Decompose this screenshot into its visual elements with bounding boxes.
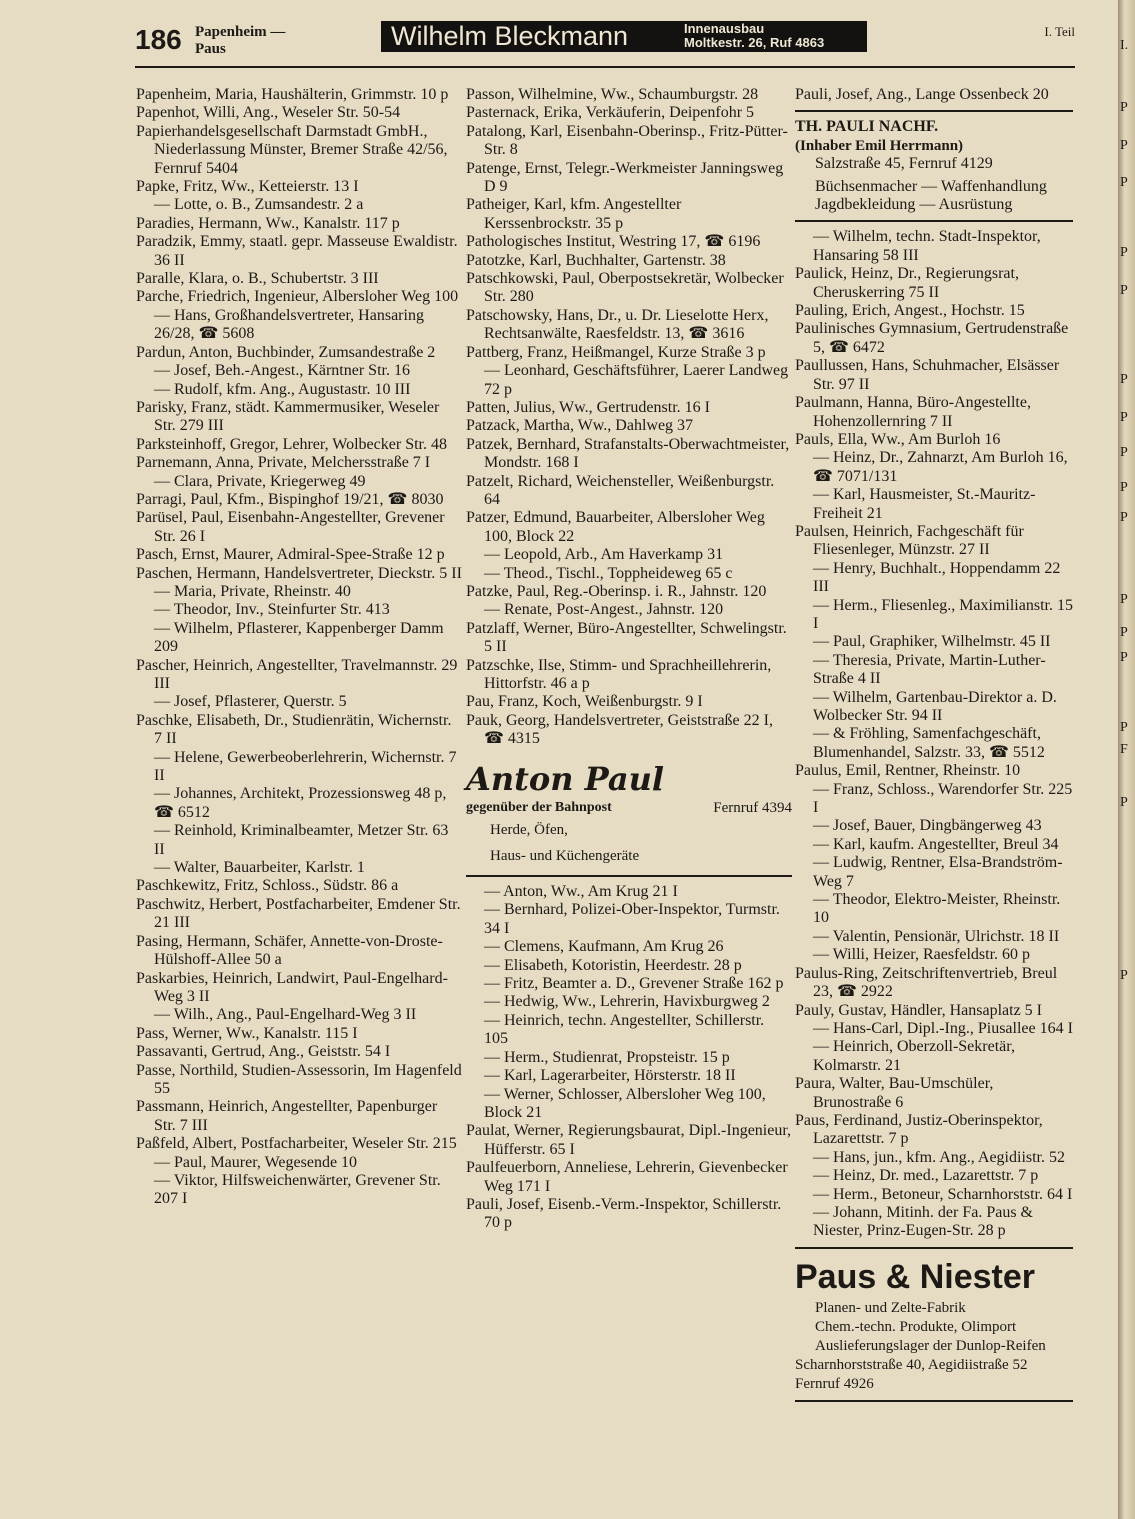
directory-entry: — Bernhard, Polizei-Ober-Inspektor, Turmstr. 34 I	[484, 901, 780, 937]
range-to: Paus	[195, 41, 226, 57]
volume-part: I. Teil	[1044, 24, 1075, 39]
edge-letter: F	[1120, 742, 1128, 757]
directory-entry: Patalong, Karl, Eisenbahn-Oberinsp., Fritz-Pütter-Str. 8	[466, 122, 788, 159]
directory-entry: — Theodor, Inv., Steinfurter Str. 413	[154, 601, 390, 619]
directory-entry: Papenhot, Willi, Ang., Weseler Str. 50-54	[136, 104, 401, 122]
directory-entry: — Reinhold, Kriminalbeamter, Metzer Str. 63 II	[154, 822, 449, 858]
header-rule	[135, 66, 1075, 68]
directory-entry: — Wilhelm, techn. Stadt-Inspektor, Hansaring 58 III	[813, 228, 1041, 264]
directory-entry: Paulfeuerborn, Anneliese, Lehrerin, Gievenbecker Weg 171 I	[466, 1159, 788, 1195]
directory-entry: Paulat, Werner, Regierungsbaurat, Dipl.-Ingenieur, Hüfferstr. 65 I	[466, 1122, 792, 1158]
directory-entry: — Heinz, Dr. med., Lazarettstr. 7 p	[813, 1167, 1039, 1185]
directory-entry: — Lotte, o. B., Zumsandestr. 2 a	[154, 196, 364, 214]
directory-entry: Pascher, Heinrich, Angestellter, Travelmannstr. 29 III	[136, 656, 458, 692]
directory-entry: — Clara, Private, Kriegerweg 49	[154, 472, 366, 490]
directory-entry: — Paul, Graphiker, Wilhelmstr. 45 II	[813, 633, 1051, 651]
th-pauli-services-1: Büchsenmacher — Waffenhandlung	[815, 177, 1047, 195]
directory-entry: — Hans-Carl, Dipl.-Ing., Piusallee 164 I	[813, 1019, 1073, 1037]
paus-niester-line1: Planen- und Zelte-Fabrik	[815, 1299, 966, 1316]
edge-letter: P	[1120, 480, 1128, 495]
directory-entry: — Anton, Ww., Am Krug 21 I	[484, 883, 678, 901]
directory-entry: Paulus-Ring, Zeitschriftenvertrieb, Breul 23, ☎ 2922	[795, 964, 1058, 1001]
directory-entry: Patschkowski, Paul, Oberpostsekretär, Wolbecker Str. 280	[466, 270, 784, 306]
edge-letter: P	[1120, 100, 1128, 115]
anton-paul-location-row	[466, 799, 792, 817]
directory-entry: — Heinrich, Oberzoll-Sekretär, Kolmarstr. 21	[813, 1038, 1015, 1074]
directory-entry: Passon, Wilhelmine, Ww., Schaumburgstr. 28	[466, 86, 759, 103]
directory-entry: — Herm., Betoneur, Scharnhorststr. 64 I	[813, 1185, 1073, 1203]
directory-entry: Paulmann, Hanna, Büro-Angestellte, Hohenzollernring 7 II	[795, 394, 1031, 430]
directory-entry: Paßfeld, Albert, Postfacharbeiter, Weseler Str. 215	[136, 1135, 457, 1153]
directory-entry: — Karl, kaufm. Angestellter, Breul 34	[813, 835, 1059, 853]
directory-entry: — Theod., Tischl., Toppheideweg 65 c	[484, 564, 733, 582]
directory-entry: — Hedwig, Ww., Lehrerin, Havixburgweg 2	[484, 993, 770, 1011]
directory-entry: Passavanti, Gertrud, Ang., Geiststr. 54 I	[136, 1043, 391, 1061]
directory-entry: Paulick, Heinz, Dr., Regierungsrat, Cheruskerring 75 II	[795, 265, 1019, 301]
edge-letter: P	[1120, 720, 1128, 735]
directory-entry: Patzelt, Richard, Weichensteller, Weißenburgstr. 64	[466, 472, 775, 508]
paus-niester-line3: Auslieferungslager der Dunlop-Reifen	[815, 1337, 1046, 1354]
directory-entry: — Maria, Private, Rheinstr. 40	[154, 582, 351, 600]
paus-niester-line2: Chem.-techn. Produkte, Olimport	[815, 1318, 1017, 1335]
directory-entry: Papierhandelsgesellschaft Darmstadt GmbH., Niederlassung Münster, Bremer Straße 42/56, Fernruf 5404	[136, 122, 448, 177]
directory-entry: Pathologisches Institut, Westring 17, ☎ 6196	[466, 233, 761, 251]
edge-letter: P	[1120, 795, 1128, 810]
directory-entry: Paskarbies, Heinrich, Landwirt, Paul-Engelhard-Weg 3 II	[136, 969, 448, 1005]
header-advertisement	[381, 21, 867, 52]
directory-entry: Patzack, Martha, Ww., Dahlweg 37	[466, 417, 694, 435]
paus-niester-address: Scharnhorststraße 40, Aegidiistraße 52	[795, 1356, 1028, 1373]
th-pauli-advertisement	[795, 118, 1073, 214]
anton-paul-name: Anton Paul	[466, 759, 664, 798]
column-3	[795, 86, 1073, 1408]
directory-entry: — Heinz, Dr., Zahnarzt, Am Burloh 16, ☎ 7071/131	[813, 449, 1068, 485]
column-2	[466, 86, 792, 1233]
directory-entry: Parisky, Franz, städt. Kammermusiker, Weseler Str. 279 III	[136, 398, 440, 435]
directory-entry: Pass, Werner, Ww., Kanalstr. 115 I	[136, 1024, 358, 1042]
directory-entry: — Josef, Pflasterer, Querstr. 5	[154, 693, 347, 711]
directory-entry: — Henry, Buchhalt., Hoppendamm 22 III	[813, 559, 1061, 596]
directory-entry: Patzek, Bernhard, Strafanstalts-Oberwachtmeister, Mondstr. 168 I	[466, 435, 790, 472]
directory-entry: — Theodor, Elektro-Meister, Rheinstr. 10	[813, 891, 1061, 927]
anton-paul-products-1: Herde, Öfen,	[490, 822, 568, 839]
edge-letter: P	[1120, 625, 1128, 640]
directory-entry: Pasing, Hermann, Schäfer, Annette-von-Droste-Hülshoff-Allee 50 a	[136, 932, 443, 969]
directory-entry: — Viktor, Hilfsweichenwärter, Grevener Str. 207 I	[154, 1171, 441, 1208]
directory-entry: Paschwitz, Herbert, Postfacharbeiter, Emdener Str. 21 III	[136, 895, 461, 932]
directory-entry: — Herm., Studienrat, Propsteistr. 15 p	[484, 1048, 730, 1066]
advertiser-line2: Moltkestr. 26, Ruf 4863	[684, 35, 825, 50]
directory-entry: Pauls, Ella, Ww., Am Burloh 16	[795, 430, 1001, 448]
directory-entry: Patenge, Ernst, Telegr.-Werkmeister Janningsweg D 9	[466, 159, 784, 196]
directory-entry: Patotzke, Karl, Buchhalter, Gartenstr. 38	[466, 251, 726, 269]
ad-divider	[795, 220, 1073, 222]
directory-entry: Paradies, Hermann, Ww., Kanalstr. 117 p	[136, 214, 400, 232]
paus-niester-name: Paus & Niester	[795, 1257, 1035, 1296]
directory-entry: Paullussen, Hans, Schuhmacher, Elsässer Str. 97 II	[795, 357, 1060, 393]
adjacent-page-edge	[1118, 0, 1135, 1519]
directory-entry: — Hans, jun., kfm. Ang., Aegidiistr. 52	[813, 1148, 1065, 1166]
directory-entry: Paura, Walter, Bau-Umschüler, Brunostraße 6	[795, 1075, 994, 1111]
th-pauli-services-2: Jagdbekleidung — Ausrüstung	[815, 196, 1013, 214]
edge-letter: P	[1120, 372, 1128, 387]
directory-entry: Patschowsky, Hans, Dr., u. Dr. Lieselotte Herx, Rechtsanwälte, Raesfeldstr. 13, ☎ 3616	[466, 306, 769, 343]
column-1	[136, 86, 462, 1209]
directory-entry: — Walter, Bauarbeiter, Karlstr. 1	[154, 859, 365, 877]
directory-entry: — Leopold, Arb., Am Haverkamp 31	[484, 546, 724, 564]
directory-entry: — Heinrich, techn. Angestellter, Schillerstr. 105	[484, 1011, 765, 1048]
directory-entry: — Leonhard, Geschäftsführer, Laerer Landweg 72 p	[484, 362, 789, 398]
edge-letter: P	[1120, 592, 1128, 607]
directory-entry: — Clemens, Kaufmann, Am Krug 26	[484, 938, 724, 956]
directory-entry: — Fritz, Beamter a. D., Grevener Straße 162 p	[484, 975, 784, 993]
directory-entry: Parragi, Paul, Kfm., Bispinghof 19/21, ☎ 8030	[136, 490, 444, 508]
directory-entry: — Valentin, Pensionär, Ulrichstr. 18 II	[813, 927, 1060, 945]
directory-entry: — Elisabeth, Kotoristin, Heerdestr. 28 p	[484, 956, 742, 974]
directory-entry: Paulus, Emil, Rentner, Rheinstr. 10	[795, 762, 1021, 780]
directory-entry: Paradzik, Emmy, staatl. gepr. Masseuse Ewaldistr. 36 II	[136, 233, 458, 269]
directory-entry: Patzschke, Ilse, Stimm- und Sprachheillehrerin, Hittorfstr. 46 a p	[466, 656, 772, 692]
directory-entry: — Werner, Schlosser, Albersloher Weg 100, Block 21	[484, 1085, 766, 1121]
page-header	[135, 18, 1075, 70]
directory-entry: Paralle, Klara, o. B., Schubertstr. 3 III	[136, 270, 379, 288]
directory-entry: — Wilhelm, Pflasterer, Kappenberger Damm 209	[154, 619, 444, 656]
directory-entry: — Theresia, Private, Martin-Luther-Straße 4 II	[813, 651, 1046, 688]
directory-entry: Parche, Friedrich, Ingenieur, Albersloher Weg 100	[136, 288, 459, 306]
directory-entry: Paulsen, Heinrich, Fachgeschäft für Fliesenleger, Münzstr. 27 II	[795, 522, 1024, 559]
directory-entry: — Helene, Gewerbeoberlehrerin, Wichernstr. 7 II	[154, 748, 457, 785]
directory-entry: Pasternack, Erika, Verkäuferin, Deipenfohr 5	[466, 104, 755, 122]
directory-entry: Patzlaff, Werner, Büro-Angestellter, Schwelingstr. 5 II	[466, 619, 787, 656]
directory-entry: Pauk, Georg, Handelsvertreter, Geiststraße 22 I, ☎ 4315	[466, 711, 773, 748]
paus-niester-phone: Fernruf 4926	[795, 1375, 874, 1392]
edge-letter: P	[1120, 283, 1128, 298]
directory-entry: — Herm., Fliesenleg., Maximilianstr. 15 I	[813, 596, 1073, 632]
directory-entry: Passmann, Heinrich, Angestellter, Papenburger Str. 7 III	[136, 1098, 438, 1134]
directory-entry: Passe, Northild, Studien-Assessorin, Im Hagenfeld 55	[136, 1061, 462, 1097]
ad-divider	[795, 1400, 1073, 1402]
directory-entry: — & Fröhling, Samenfachgeschäft, Blumenhandel, Salzstr. 33, ☎ 5512	[813, 725, 1045, 761]
directory-entry: Paschen, Hermann, Handelsvertreter, Dieckstr. 5 II	[136, 564, 462, 582]
edge-letter: P	[1120, 510, 1128, 525]
directory-entry: Paulinisches Gymnasium, Gertrudenstraße 5, ☎ 6472	[795, 320, 1069, 356]
directory-entry: Pauli, Josef, Eisenb.-Verm.-Inspektor, Schillerstr. 70 p	[466, 1195, 782, 1232]
directory-entry: — Renate, Post-Angest., Jahnstr. 120	[484, 601, 724, 619]
directory-entry: — Ludwig, Rentner, Elsa-Brandström-Weg 7	[813, 854, 1063, 890]
edge-letter: P	[1120, 410, 1128, 425]
directory-entry: Patzer, Edmund, Bauarbeiter, Albersloher Weg 100, Block 22	[466, 509, 765, 545]
directory-entry: Pattberg, Franz, Heißmangel, Kurze Straße 3 p	[466, 343, 766, 361]
directory-entry: — Johann, Mitinh. der Fa. Paus & Niester, Prinz-Eugen-Str. 28 p	[813, 1203, 1033, 1240]
page-range	[195, 24, 285, 58]
anton-paul-products-2: Haus- und Küchengeräte	[490, 848, 640, 865]
directory-entry: — Josef, Bauer, Dingbängerweg 43	[813, 817, 1042, 835]
page-number: 186	[135, 24, 182, 55]
directory-entry: Patheiger, Karl, kfm. Angestellter Kerssenbrockstr. 35 p	[466, 196, 682, 232]
directory-entry: Parnemann, Anna, Private, Melchersstraße 7 I	[136, 454, 431, 472]
directory-entry: Parüsel, Paul, Eisenbahn-Angestellter, Grevener Str. 26 I	[136, 509, 445, 545]
edge-letter: P	[1120, 245, 1128, 260]
directory-entry: Patten, Julius, Ww., Gertrudenstr. 16 I	[466, 398, 710, 416]
anton-paul-phone: Fernruf 4394	[713, 799, 792, 816]
edge-letter: P	[1120, 968, 1128, 983]
directory-entry: Papenheim, Maria, Haushälterin, Grimmstr. 10 p	[136, 86, 449, 103]
directory-entry: Parksteinhoff, Gregor, Lehrer, Wolbecker Str. 48	[136, 435, 447, 453]
edge-letter: P	[1120, 138, 1128, 153]
anton-paul-location: gegenüber der Bahnpost	[466, 799, 612, 815]
directory-entry: Pauli, Josef, Ang., Lange Ossenbeck 20	[795, 86, 1049, 103]
directory-entry: Pau, Franz, Koch, Weißenburgstr. 9 I	[466, 693, 703, 711]
edge-letter: I.	[1120, 38, 1129, 53]
directory-entry: — Wilh., Ang., Paul-Engelhard-Weg 3 II	[154, 1006, 417, 1024]
paus-niester-advertisement	[795, 1255, 1073, 1402]
anton-paul-advertisement	[466, 759, 792, 877]
edge-letter: P	[1120, 650, 1128, 665]
directory-entry: — Wilhelm, Gartenbau-Direktor a. D. Wolbecker Str. 94 II	[813, 688, 1057, 724]
advertiser-details	[684, 22, 824, 50]
th-pauli-owner: (Inhaber Emil Herrmann)	[795, 137, 964, 154]
directory-entry: — Hans, Großhandelsvertreter, Hansaring 26/28, ☎ 5608	[154, 306, 424, 343]
ad-divider	[795, 110, 1073, 112]
directory-entry: Pasch, Ernst, Maurer, Admiral-Spee-Straße 12 p	[136, 546, 445, 564]
directory-entry: Pauling, Erich, Angest., Hochstr. 15	[795, 302, 1025, 320]
directory-entry: Paschke, Elisabeth, Dr., Studienrätin, Wichernstr. 7 II	[136, 711, 452, 748]
directory-entry: Pardun, Anton, Buchbinder, Zumsandestraße 2	[136, 343, 436, 361]
directory-entry: Patzke, Paul, Reg.-Oberinsp. i. R., Jahnstr. 120	[466, 582, 767, 600]
directory-entry: — Willi, Heizer, Raesfeldstr. 60 p	[813, 946, 1031, 964]
directory-entry: — Johannes, Architekt, Prozessionsweg 48 p, ☎ 6512	[154, 785, 447, 821]
range-from: Papenheim —	[195, 24, 286, 40]
directory-entry: Paus, Ferdinand, Justiz-Oberinspektor, Lazarettstr. 7 p	[795, 1111, 1043, 1148]
th-pauli-name: TH. PAULI NACHF.	[795, 118, 939, 136]
directory-entry: — Karl, Hausmeister, St.-Mauritz-Freiheit 21	[813, 486, 1036, 522]
directory-entry: Paschkewitz, Fritz, Schloss., Südstr. 86 a	[136, 877, 399, 895]
directory-entry: — Josef, Beh.-Angest., Kärntner Str. 16	[154, 362, 410, 380]
advertiser-name: Wilhelm Bleckmann	[391, 21, 629, 51]
directory-entry: — Rudolf, kfm. Ang., Augustastr. 10 III	[154, 380, 411, 398]
edge-letter: P	[1120, 175, 1128, 190]
directory-entry: — Franz, Schloss., Warendorfer Str. 225 I	[813, 780, 1073, 817]
th-pauli-address: Salzstraße 45, Fernruf 4129	[815, 155, 993, 173]
ad-divider	[795, 1247, 1073, 1249]
directory-entry: Papke, Fritz, Ww., Ketteierstr. 13 I	[136, 178, 359, 196]
ad-divider	[466, 875, 792, 877]
advertiser-line1: Innenausbau	[684, 21, 765, 36]
directory-entry: — Paul, Maurer, Wegesende 10	[154, 1153, 358, 1171]
edge-letter: P	[1120, 445, 1128, 460]
directory-entry: Pauly, Gustav, Händler, Hansaplatz 5 I	[795, 1001, 1042, 1019]
directory-entry: — Karl, Lagerarbeiter, Hörsterstr. 18 II	[484, 1067, 736, 1085]
